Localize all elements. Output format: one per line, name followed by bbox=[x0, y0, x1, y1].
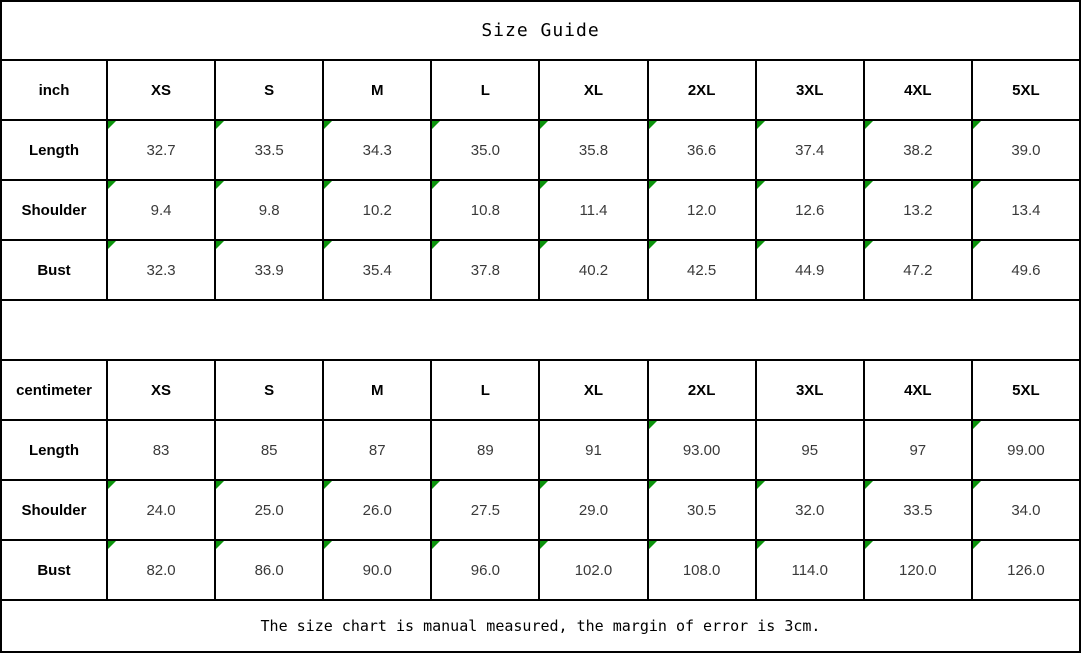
green-corner-flag-icon bbox=[108, 541, 116, 549]
value-cell: 9.4 bbox=[107, 180, 215, 240]
value-cell: 40.2 bbox=[539, 240, 647, 300]
green-corner-flag-icon bbox=[757, 241, 765, 249]
green-corner-flag-icon bbox=[432, 481, 440, 489]
size-column-header: 3XL bbox=[756, 360, 864, 420]
green-corner-flag-icon bbox=[973, 421, 981, 429]
green-corner-flag-icon bbox=[324, 241, 332, 249]
value-cell: 102.0 bbox=[539, 540, 647, 600]
green-corner-flag-icon bbox=[757, 181, 765, 189]
green-corner-flag-icon bbox=[973, 181, 981, 189]
value-cell: 44.9 bbox=[756, 240, 864, 300]
green-corner-flag-icon bbox=[216, 541, 224, 549]
unit-label-inch: inch bbox=[1, 60, 107, 120]
value-cell: 126.0 bbox=[972, 540, 1080, 600]
row-label: Shoulder bbox=[1, 480, 107, 540]
centimeter-table-section bbox=[1, 360, 1080, 600]
measurement-row-shoulder bbox=[1, 180, 1080, 240]
value-cell: 13.4 bbox=[972, 180, 1080, 240]
green-corner-flag-icon bbox=[324, 121, 332, 129]
value-cell: 120.0 bbox=[864, 540, 972, 600]
green-corner-flag-icon bbox=[432, 121, 440, 129]
green-corner-flag-icon bbox=[432, 181, 440, 189]
green-corner-flag-icon bbox=[757, 541, 765, 549]
value-cell: 38.2 bbox=[864, 120, 972, 180]
green-corner-flag-icon bbox=[540, 541, 548, 549]
green-corner-flag-icon bbox=[757, 481, 765, 489]
size-column-header: XS bbox=[107, 60, 215, 120]
green-corner-flag-icon bbox=[649, 121, 657, 129]
value-cell: 82.0 bbox=[107, 540, 215, 600]
unit-label-centimeter: centimeter bbox=[1, 360, 107, 420]
value-cell: 34.3 bbox=[323, 120, 431, 180]
green-corner-flag-icon bbox=[865, 241, 873, 249]
green-corner-flag-icon bbox=[973, 481, 981, 489]
size-column-header: 4XL bbox=[864, 60, 972, 120]
value-cell: 33.5 bbox=[864, 480, 972, 540]
title-row bbox=[1, 1, 1080, 60]
green-corner-flag-icon bbox=[865, 481, 873, 489]
value-cell: 13.2 bbox=[864, 180, 972, 240]
size-column-header: XL bbox=[539, 360, 647, 420]
value-cell: 10.8 bbox=[431, 180, 539, 240]
inch-table-section bbox=[1, 60, 1080, 300]
green-corner-flag-icon bbox=[324, 181, 332, 189]
value-cell: 91 bbox=[539, 420, 647, 480]
green-corner-flag-icon bbox=[108, 241, 116, 249]
size-column-header: M bbox=[323, 60, 431, 120]
measurement-row-length bbox=[1, 420, 1080, 480]
value-cell: 93.00 bbox=[648, 420, 756, 480]
value-cell: 11.4 bbox=[539, 180, 647, 240]
size-column-header: 5XL bbox=[972, 60, 1080, 120]
measurement-row-bust bbox=[1, 240, 1080, 300]
green-corner-flag-icon bbox=[108, 181, 116, 189]
value-cell: 35.4 bbox=[323, 240, 431, 300]
green-corner-flag-icon bbox=[865, 121, 873, 129]
size-header-row-inch bbox=[1, 60, 1080, 120]
value-cell: 49.6 bbox=[972, 240, 1080, 300]
value-cell: 39.0 bbox=[972, 120, 1080, 180]
spacer-cell bbox=[1, 300, 1080, 360]
green-corner-flag-icon bbox=[216, 241, 224, 249]
green-corner-flag-icon bbox=[108, 481, 116, 489]
green-corner-flag-icon bbox=[649, 241, 657, 249]
value-cell: 89 bbox=[431, 420, 539, 480]
value-cell: 32.7 bbox=[107, 120, 215, 180]
green-corner-flag-icon bbox=[649, 541, 657, 549]
size-guide-title: Size Guide bbox=[1, 1, 1080, 60]
green-corner-flag-icon bbox=[324, 481, 332, 489]
value-cell: 97 bbox=[864, 420, 972, 480]
size-column-header: L bbox=[431, 60, 539, 120]
size-column-header: 3XL bbox=[756, 60, 864, 120]
value-cell: 33.9 bbox=[215, 240, 323, 300]
green-corner-flag-icon bbox=[757, 121, 765, 129]
value-cell: 85 bbox=[215, 420, 323, 480]
size-header-row-centimeter bbox=[1, 360, 1080, 420]
size-column-header: XS bbox=[107, 360, 215, 420]
footer-row bbox=[1, 600, 1080, 652]
value-cell: 83 bbox=[107, 420, 215, 480]
value-cell: 96.0 bbox=[431, 540, 539, 600]
value-cell: 9.8 bbox=[215, 180, 323, 240]
row-label: Bust bbox=[1, 540, 107, 600]
value-cell: 37.4 bbox=[756, 120, 864, 180]
green-corner-flag-icon bbox=[973, 541, 981, 549]
value-cell: 32.3 bbox=[107, 240, 215, 300]
row-label: Bust bbox=[1, 240, 107, 300]
value-cell: 35.0 bbox=[431, 120, 539, 180]
value-cell: 27.5 bbox=[431, 480, 539, 540]
value-cell: 95 bbox=[756, 420, 864, 480]
value-cell: 87 bbox=[323, 420, 431, 480]
size-column-header: M bbox=[323, 360, 431, 420]
size-column-header: 2XL bbox=[648, 360, 756, 420]
size-column-header: XL bbox=[539, 60, 647, 120]
value-cell: 33.5 bbox=[215, 120, 323, 180]
value-cell: 30.5 bbox=[648, 480, 756, 540]
measurement-row-length bbox=[1, 120, 1080, 180]
row-label: Length bbox=[1, 420, 107, 480]
value-cell: 26.0 bbox=[323, 480, 431, 540]
row-label: Shoulder bbox=[1, 180, 107, 240]
value-cell: 10.2 bbox=[323, 180, 431, 240]
value-cell: 12.6 bbox=[756, 180, 864, 240]
green-corner-flag-icon bbox=[540, 181, 548, 189]
green-corner-flag-icon bbox=[432, 241, 440, 249]
green-corner-flag-icon bbox=[216, 121, 224, 129]
value-cell: 36.6 bbox=[648, 120, 756, 180]
value-cell: 29.0 bbox=[539, 480, 647, 540]
green-corner-flag-icon bbox=[649, 481, 657, 489]
green-corner-flag-icon bbox=[216, 481, 224, 489]
size-column-header: S bbox=[215, 60, 323, 120]
footnote: The size chart is manual measured, the margin of error is 3cm. bbox=[1, 600, 1080, 652]
green-corner-flag-icon bbox=[540, 481, 548, 489]
value-cell: 114.0 bbox=[756, 540, 864, 600]
green-corner-flag-icon bbox=[865, 181, 873, 189]
size-column-header: 4XL bbox=[864, 360, 972, 420]
size-column-header: 5XL bbox=[972, 360, 1080, 420]
value-cell: 34.0 bbox=[972, 480, 1080, 540]
green-corner-flag-icon bbox=[973, 241, 981, 249]
value-cell: 47.2 bbox=[864, 240, 972, 300]
value-cell: 12.0 bbox=[648, 180, 756, 240]
value-cell: 86.0 bbox=[215, 540, 323, 600]
value-cell: 42.5 bbox=[648, 240, 756, 300]
measurement-row-bust bbox=[1, 540, 1080, 600]
value-cell: 37.8 bbox=[431, 240, 539, 300]
spacer-row bbox=[1, 300, 1080, 360]
value-cell: 108.0 bbox=[648, 540, 756, 600]
measurement-row-shoulder bbox=[1, 480, 1080, 540]
green-corner-flag-icon bbox=[649, 421, 657, 429]
green-corner-flag-icon bbox=[973, 121, 981, 129]
green-corner-flag-icon bbox=[108, 121, 116, 129]
size-column-header: L bbox=[431, 360, 539, 420]
value-cell: 90.0 bbox=[323, 540, 431, 600]
green-corner-flag-icon bbox=[865, 541, 873, 549]
green-corner-flag-icon bbox=[540, 121, 548, 129]
size-column-header: S bbox=[215, 360, 323, 420]
row-label: Length bbox=[1, 120, 107, 180]
green-corner-flag-icon bbox=[432, 541, 440, 549]
value-cell: 99.00 bbox=[972, 420, 1080, 480]
value-cell: 25.0 bbox=[215, 480, 323, 540]
green-corner-flag-icon bbox=[540, 241, 548, 249]
size-column-header: 2XL bbox=[648, 60, 756, 120]
green-corner-flag-icon bbox=[324, 541, 332, 549]
green-corner-flag-icon bbox=[216, 181, 224, 189]
value-cell: 32.0 bbox=[756, 480, 864, 540]
value-cell: 24.0 bbox=[107, 480, 215, 540]
value-cell: 35.8 bbox=[539, 120, 647, 180]
green-corner-flag-icon bbox=[649, 181, 657, 189]
